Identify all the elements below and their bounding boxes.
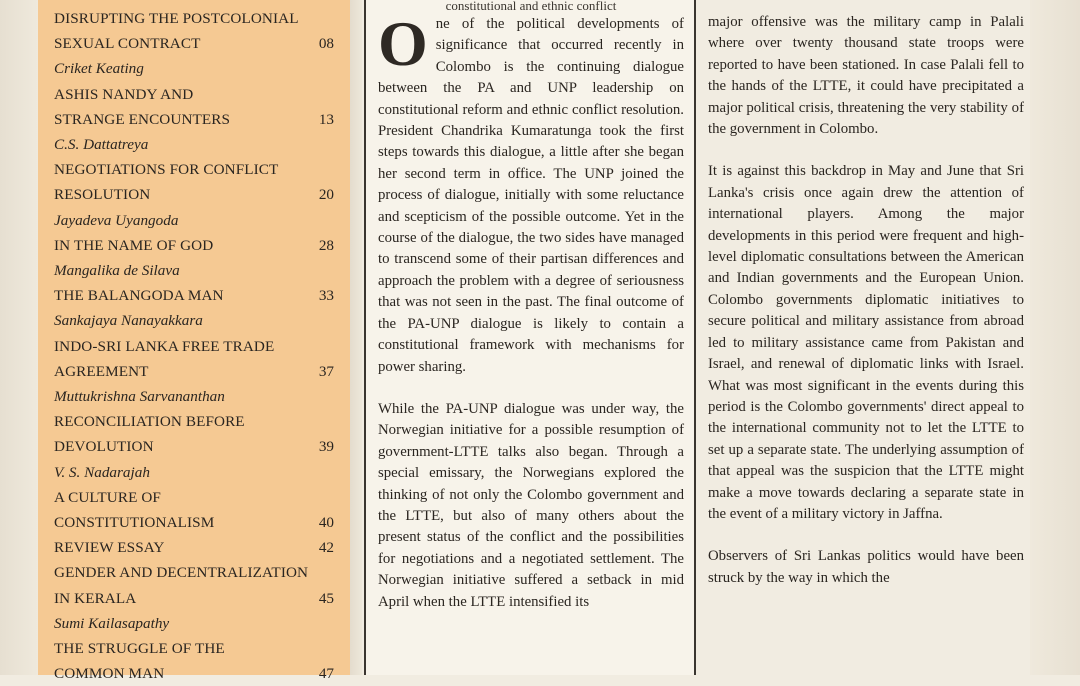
toc-entry — [54, 485, 338, 535]
toc-title-row — [54, 233, 338, 258]
toc-title-row — [54, 182, 338, 207]
toc-title-continued: SEXUAL CONTRACT — [54, 35, 201, 53]
toc-entry — [54, 233, 338, 283]
toc-author: Sankajaya Nanayakkara — [54, 312, 203, 330]
toc-entry — [54, 82, 338, 158]
toc-title-continued: AGREEMENT — [54, 362, 149, 380]
toc-title-row — [54, 510, 338, 535]
toc-title-continued: COMMON MAN — [54, 665, 165, 683]
toc-title-continued: IN KERALA — [54, 589, 137, 607]
table-of-contents — [38, 0, 350, 683]
toc-entry — [54, 157, 338, 233]
toc-title-row — [54, 359, 338, 384]
toc-title: A CULTURE OF — [54, 488, 161, 506]
toc-page-number: 42 — [318, 539, 334, 557]
toc-author: Criket Keating — [54, 60, 144, 78]
toc-title: DISRUPTING THE POSTCOLONIAL — [54, 10, 299, 27]
toc-page-number: 45 — [318, 589, 334, 607]
article-body-right — [708, 12, 1024, 675]
toc-entry — [54, 334, 338, 410]
toc-page-number: 08 — [318, 35, 334, 53]
toc-page-number: 47 — [318, 665, 334, 683]
article-column-main — [364, 0, 696, 675]
toc-title: REVIEW ESSAY — [54, 539, 165, 557]
article-paragraph-4: It is against this backdrop in May and June that Sri Lanka's crisis once again drew the attention of international players. Among the major developments in this period were frequent and high-level diplomatic consultations between the American and Indian governments and the European Union. Colombo governments diplomatic initiatives to secure political and military assistance from abroad led to military assistance came from Pakistan and Israel, and renewal of diplomatic links with Israel. What was most significant in the events during this period is the Colombo governments' direct appeal to the international community not to let the LTTE to set up a separate state. The underlying assumption of that appeal was the suspicion that the LTTE might make a move towards declaring a separate state in the event of a military victory in Jaffna. — [708, 163, 1024, 522]
toc-entry — [54, 6, 338, 82]
article-paragraph-5: Observers of Sri Lankas politics would have been struck by the way in which the — [708, 548, 1024, 586]
toc-title: IN THE NAME OF GOD — [54, 236, 214, 254]
left-page-margin — [0, 0, 38, 675]
toc-author: V. S. Nadarajah — [54, 463, 150, 481]
toc-entry — [54, 535, 338, 560]
toc-author: Mangalika de Silava — [54, 262, 180, 280]
toc-page-number: 13 — [318, 110, 334, 128]
toc-title-row — [54, 31, 338, 56]
toc-title: ASHIS NANDY AND — [54, 85, 194, 103]
drop-cap-letter: O — [378, 8, 428, 79]
toc-title-row — [54, 661, 338, 686]
toc-author: Muttukrishna Sarvananthan — [54, 388, 225, 406]
article-paragraph-1 — [378, 8, 684, 378]
toc-title-continued: STRANGE ENCOUNTERS — [54, 110, 231, 128]
toc-title: RECONCILIATION BEFORE — [54, 413, 245, 431]
toc-title-continued: DEVOLUTION — [54, 438, 154, 456]
toc-title-continued: RESOLUTION — [54, 186, 151, 204]
toc-entry — [54, 283, 338, 333]
toc-title-row — [54, 107, 338, 132]
toc-title-row — [54, 434, 338, 459]
toc-title: THE STRUGGLE OF THE — [54, 640, 225, 658]
toc-title-row — [54, 283, 338, 308]
toc-title-row — [54, 586, 338, 611]
toc-author: Jayadeva Uyangoda — [54, 211, 179, 229]
toc-page-number: 33 — [318, 287, 334, 305]
toc-page-number: 28 — [318, 236, 334, 254]
toc-title: GENDER AND DECENTRALIZATION — [54, 564, 309, 582]
toc-title-row — [54, 535, 338, 560]
article-paragraph-2: While the PA-UNP dialogue was under way, the Norwegian initiative for a possible resumption of government-LTTE talks also began. Through a special emissary, the Norwegians explored the thinking of not only the Colombo government and the LTTE, but also of many others about the present status of the conflict and the possibilities for negotiations and a negotiated settlement. The Norwegian initiative suffered a setback in mid April when the LTTE intensified its — [378, 400, 684, 610]
toc-title: NEGOTIATIONS FOR CONFLICT — [54, 161, 279, 179]
toc-page-number: 20 — [318, 186, 334, 204]
right-page-margin — [1030, 0, 1080, 675]
toc-title-continued: CONSTITUTIONALISM — [54, 514, 215, 532]
article-paragraph-3: major offensive was the military camp in Palali where over twenty thousand state troops were reported to have been stationed. In case Palali fell to the hands of the LTTE, it could have precipitated a major political crisis, threatening the very stability of the government in Colombo. — [708, 14, 1024, 138]
toc-entry — [54, 636, 338, 686]
toc-author: C.S. Dattatreya — [54, 136, 149, 154]
gutter-strip — [350, 0, 362, 675]
toc-entry — [54, 409, 338, 485]
article-body-left — [378, 8, 684, 613]
paragraph-1-text: ne of the political developments of significance that occurred recently in Colombo is the continuing dialogue between the PA and UNP leadership on constitutional reform and ethnic conflict resolution. President Chandrika Kumaratunga took the first steps towards this dialogue, a little after she began her second term in office. The UNP joined the process of dialogue, initially with some reluctance and scepticism of the possible outcome. Yet in the course of the dialogue, the two sides have managed to transcend some of their partisan differences and approach the problem with a degree of seriousness that was not seen in the past. The final outcome of the PA-UNP dialogue is likely to contain a constitutional framework with mechanisms for power sharing. — [378, 16, 684, 375]
toc-page-number: 37 — [318, 362, 334, 380]
cut-off-heading-fragment: constitutional and ethnic conflict — [445, 0, 617, 12]
toc-title: INDO-SRI LANKA FREE TRADE — [54, 337, 275, 355]
toc-page-number: 39 — [318, 438, 334, 456]
toc-author: Sumi Kailasapathy — [54, 614, 170, 632]
toc-entry — [54, 560, 338, 636]
toc-page-number: 40 — [318, 514, 334, 532]
toc-title: THE BALANGODA MAN — [54, 287, 224, 305]
